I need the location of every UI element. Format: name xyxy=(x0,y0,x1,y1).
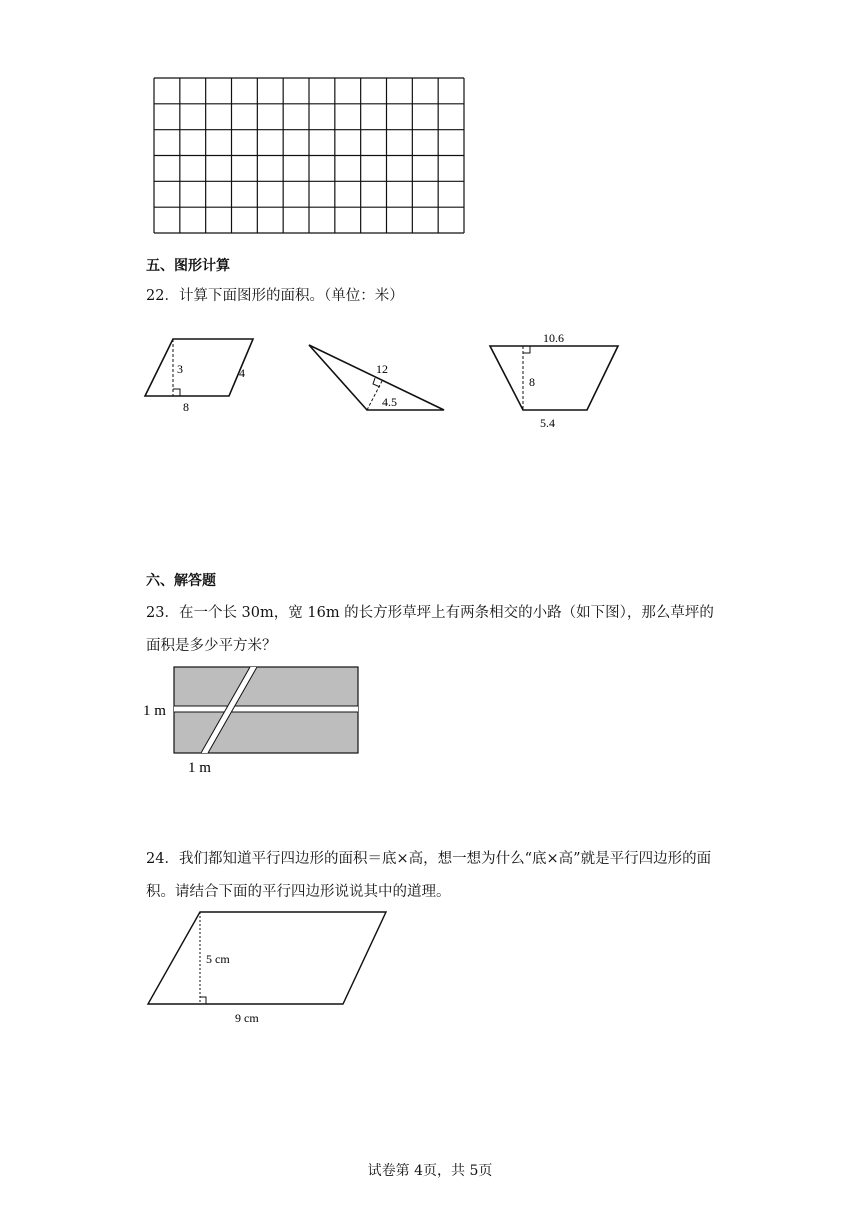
section-title-6: 六、解答题 xyxy=(146,573,216,589)
question-24-line1: 24．我们都知道平行四边形的面积＝底×高，想一想为什么“底×高”就是平行四边形的面 xyxy=(146,851,712,867)
triangle-height-label: 4.5 xyxy=(382,395,397,409)
page-footer: 试卷第 4页，共 5页 xyxy=(367,1163,493,1179)
blank-grid xyxy=(152,76,468,236)
lawn-path-width-left: 1 m xyxy=(143,703,166,719)
trapezoid-top-label: 10.6 xyxy=(543,331,564,345)
trapezoid-bottom-label: 5.4 xyxy=(540,416,555,430)
q24-base-label: 9 cm xyxy=(235,1011,259,1025)
question-22-text: 22．计算下面图形的面积。（单位：米） xyxy=(146,288,404,304)
lawn-path-width-bottom: 1 m xyxy=(188,760,211,776)
question-24-line2: 积。请结合下面的平行四边形说说其中的道理。 xyxy=(146,884,451,900)
parallelogram-base-label: 8 xyxy=(183,400,189,414)
parallelogram-figure xyxy=(140,330,260,420)
lawn-figure xyxy=(140,664,365,779)
trapezoid-height-label: 8 xyxy=(529,375,535,389)
parallelogram-side-label: 4 xyxy=(239,366,245,380)
triangle-figure xyxy=(300,335,450,415)
question-23-line2: 面积是多少平方米？ xyxy=(146,638,277,654)
q24-height-label: 5 cm xyxy=(206,952,230,966)
parallelogram-q24-figure xyxy=(140,905,395,1030)
section-title-5: 五、图形计算 xyxy=(146,258,230,274)
parallelogram-height-label: 3 xyxy=(177,362,183,376)
trapezoid-figure xyxy=(485,325,625,435)
triangle-side-label: 12 xyxy=(376,362,388,376)
question-23-line1: 23．在一个长 30m，宽 16m 的长方形草坪上有两条相交的小路（如下图），那么草坪的 xyxy=(146,605,714,621)
